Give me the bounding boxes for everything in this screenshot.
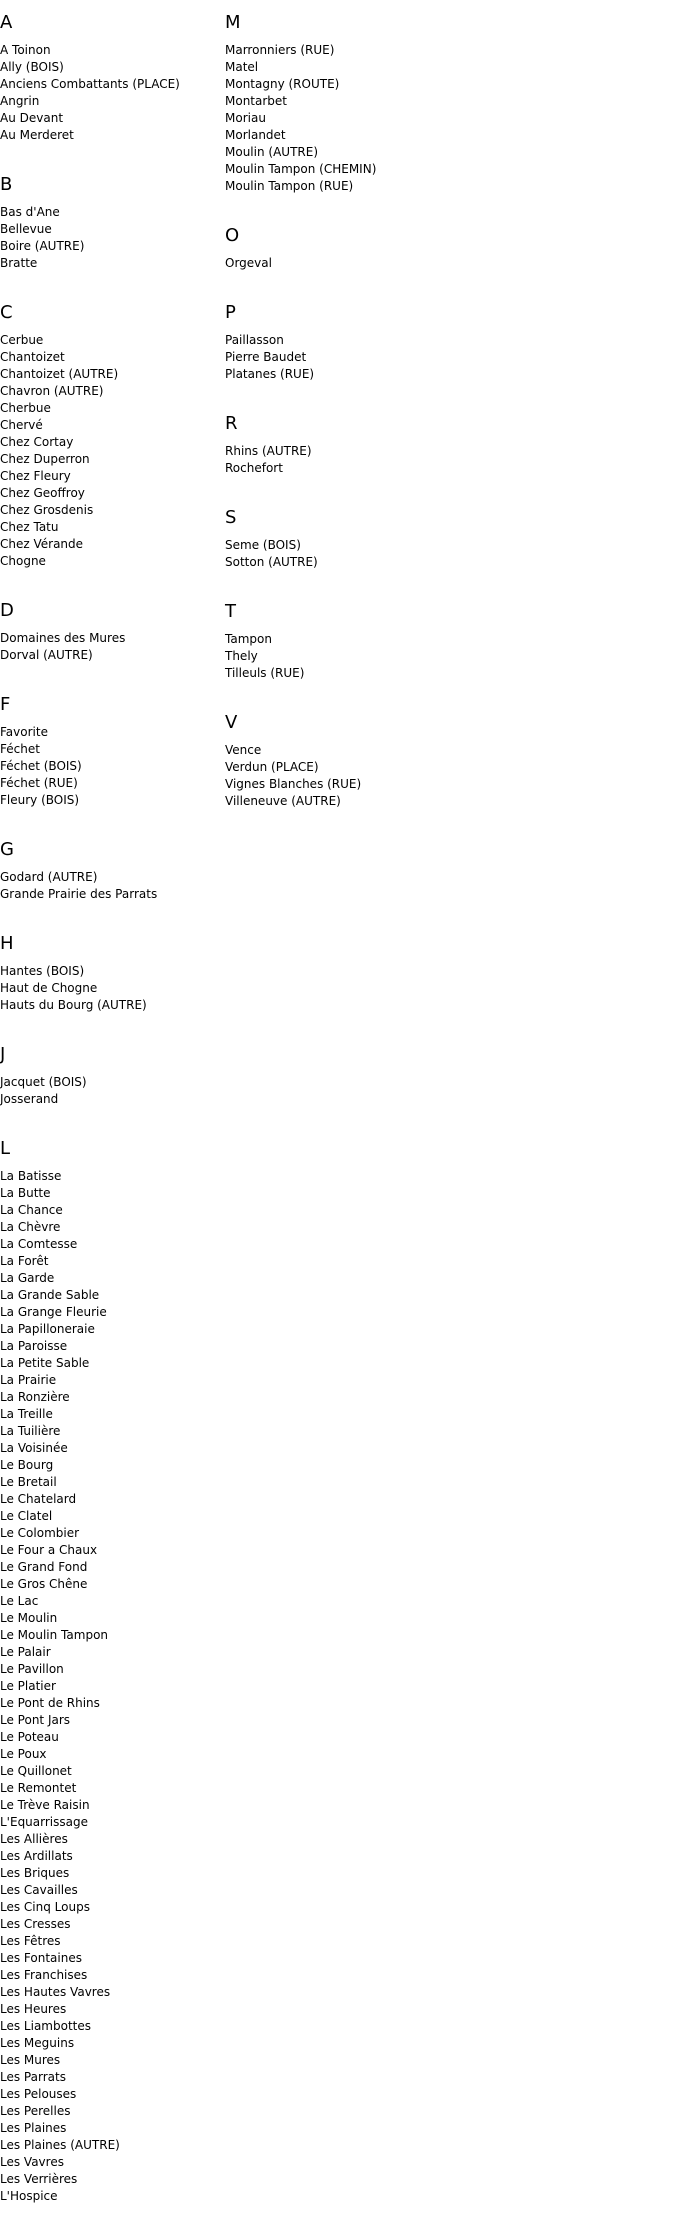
street-list [225,42,450,195]
street-link[interactable]: Favorite [0,725,48,739]
street-link[interactable]: Le Trève Raisin [0,1798,90,1812]
street-link[interactable]: Les Cinq Loups [0,1900,90,1914]
street-link[interactable]: Rochefort [225,461,283,475]
street-link[interactable]: Montarbet [225,94,287,108]
street-link[interactable]: Orgeval [225,256,272,270]
street-link[interactable]: Les Cavailles [0,1883,78,1897]
street-link[interactable]: Le Remontet [0,1781,77,1795]
street-link[interactable]: Marronniers (RUE) [225,43,335,57]
street-link[interactable]: Bas d'Ane [0,205,60,219]
letter-heading: B [0,174,13,195]
street-link[interactable]: Le Platier [0,1679,56,1693]
street-list [225,332,450,383]
street-link[interactable]: Le Lac [0,1594,39,1608]
letter-group [0,694,225,809]
street-link[interactable]: Le Palair [0,1645,51,1659]
street-link[interactable]: Chervé [0,418,43,432]
street-list [225,742,450,810]
street-link[interactable]: L'Hospice [0,2189,58,2203]
street-link[interactable]: Le Pont Jars [0,1713,71,1727]
street-link[interactable]: Boire (AUTRE) [0,239,85,253]
letter-group [0,174,225,272]
street-link[interactable]: Les Heures [0,2002,67,2016]
street-link[interactable]: Villeneuve (AUTRE) [225,794,341,808]
street-link[interactable]: La Garde [0,1271,55,1285]
street-link[interactable]: Fleury (BOIS) [0,793,80,807]
street-link[interactable]: Les Meguins [0,2036,75,2050]
letter-group [225,225,450,272]
street-link[interactable]: Moriau [225,111,266,125]
street-link[interactable]: Féchet (RUE) [0,776,78,790]
street-link[interactable]: La Forêt [0,1254,49,1268]
street-link[interactable]: Paillasson [225,333,284,347]
index-column-right [225,12,450,840]
street-link[interactable]: Tampon [225,632,272,646]
street-link[interactable]: Les Verrières [0,2172,78,2186]
letter-heading: D [0,600,14,621]
letter-heading: M [225,12,241,33]
street-link[interactable]: Moulin Tampon (CHEMIN) [225,162,377,176]
street-link[interactable]: Le Bretail [0,1475,57,1489]
street-link[interactable]: Chez Duperron [0,452,90,466]
letter-group [225,712,450,810]
street-link[interactable]: Les Pelouses [0,2087,77,2101]
letter-group [0,302,225,570]
street-list [225,443,450,477]
street-link[interactable]: Josserand [0,1092,59,1106]
letter-heading: H [0,933,14,954]
street-link[interactable]: Bellevue [0,222,52,236]
letter-heading: S [225,507,237,528]
street-link[interactable]: Le Grand Fond [0,1560,88,1574]
street-list [0,869,225,903]
street-link[interactable]: Chez Cortay [0,435,74,449]
street-link[interactable]: Chez Geoffroy [0,486,85,500]
street-link[interactable]: Moulin Tampon (RUE) [225,179,354,193]
street-link[interactable]: La Treille [0,1407,53,1421]
street-link[interactable]: Les Plaines (AUTRE) [0,2138,120,2152]
letter-group [225,413,450,477]
street-link[interactable]: Le Poux [0,1747,47,1761]
street-link[interactable]: Jacquet (BOIS) [0,1075,87,1089]
street-list [0,630,225,664]
street-link[interactable]: Les Allières [0,1832,68,1846]
letter-group [0,933,225,1014]
street-link[interactable]: Grande Prairie des Parrats [0,887,158,901]
street-link[interactable]: Chez Tatu [0,520,59,534]
letter-heading: R [225,413,238,434]
letter-group [0,839,225,903]
letter-heading: V [225,712,238,733]
street-link[interactable]: Féchet [0,742,40,756]
street-link[interactable]: Au Devant [0,111,64,125]
street-link[interactable]: Les Briques [0,1866,70,1880]
letter-group [0,1138,225,2205]
street-link[interactable]: La Butte [0,1186,51,1200]
street-link[interactable]: La Chance [0,1203,63,1217]
street-link[interactable]: La Comtesse [0,1237,78,1251]
street-link[interactable]: Pierre Baudet [225,350,307,364]
street-link[interactable]: Le Clatel [0,1509,53,1523]
street-link[interactable]: Chez Grosdenis [0,503,94,517]
street-link[interactable]: Vignes Blanches (RUE) [225,777,362,791]
street-link[interactable]: La Ronzière [0,1390,70,1404]
street-link[interactable]: Morlandet [225,128,286,142]
street-link[interactable]: Le Moulin Tampon [0,1628,109,1642]
street-link[interactable]: Les Vavres [0,2155,64,2169]
street-link[interactable]: Le Four a Chaux [0,1543,98,1557]
street-link[interactable]: Anciens Combattants (PLACE) [0,77,180,91]
street-list [0,1074,225,1108]
street-link[interactable]: Dorval (AUTRE) [0,648,93,662]
street-link[interactable]: Angrin [0,94,40,108]
street-link[interactable]: Au Merderet [0,128,74,142]
street-link[interactable]: Le Chatelard [0,1492,77,1506]
letter-group [225,302,450,383]
street-link[interactable]: Hantes (BOIS) [0,964,85,978]
street-link[interactable]: Domaines des Mures [0,631,126,645]
street-link[interactable]: Haut de Chogne [0,981,98,995]
street-link[interactable]: Seme (BOIS) [225,538,301,552]
street-link[interactable]: Les Plaines [0,2121,67,2135]
letter-group [0,1044,225,1108]
street-link[interactable]: Tilleuls (RUE) [225,666,305,680]
street-list [0,963,225,1014]
street-link[interactable]: La Voisinée [0,1441,68,1455]
street-link[interactable]: La Batisse [0,1169,62,1183]
street-link[interactable]: Les Fêtres [0,1934,61,1948]
street-link[interactable]: Le Bourg [0,1458,54,1472]
letter-group [225,507,450,571]
street-link[interactable]: Chez Fleury [0,469,71,483]
street-link[interactable]: La Tuilière [0,1424,61,1438]
street-link[interactable]: Les Hautes Vavres [0,1985,111,1999]
street-link[interactable]: Montagny (ROUTE) [225,77,340,91]
street-link[interactable]: A Toinon [0,43,51,57]
street-list [0,724,225,809]
street-link[interactable]: Les Parrats [0,2070,66,2084]
letter-group [225,601,450,682]
street-link[interactable]: Sotton (AUTRE) [225,555,318,569]
street-link[interactable]: Matel [225,60,259,74]
letter-heading: L [0,1138,11,1159]
letter-heading: O [225,225,240,246]
street-link[interactable]: Chantoizet (AUTRE) [0,367,119,381]
letter-group [0,600,225,664]
street-link[interactable]: Le Pont de Rhins [0,1696,100,1710]
street-link[interactable]: Féchet (BOIS) [0,759,82,773]
letter-heading: G [0,839,14,860]
street-link[interactable]: Le Gros Chêne [0,1577,88,1591]
street-link[interactable]: Le Quillonet [0,1764,72,1778]
letter-heading: T [225,601,236,622]
street-link[interactable]: Le Poteau [0,1730,59,1744]
street-list [0,1168,225,2205]
street-link[interactable]: Chantoizet [0,350,65,364]
street-link[interactable]: Le Moulin [0,1611,58,1625]
street-link[interactable]: Moulin (AUTRE) [225,145,318,159]
street-link[interactable]: Les Franchises [0,1968,88,1982]
street-link[interactable]: Le Colombier [0,1526,80,1540]
street-link[interactable]: La Chèvre [0,1220,61,1234]
street-link[interactable]: Les Fontaines [0,1951,82,1965]
index-column-left [0,12,225,2235]
letter-heading: F [0,694,11,715]
street-link[interactable]: Les Cresses [0,1917,71,1931]
street-link[interactable]: Vence [225,743,262,757]
street-link[interactable]: Cerbue [0,333,44,347]
street-link[interactable]: Cherbue [0,401,51,415]
street-link[interactable]: Les Mures [0,2053,61,2067]
street-link[interactable]: La Paroisse [0,1339,68,1353]
street-link[interactable]: Les Ardillats [0,1849,73,1863]
street-link[interactable]: Chez Vérande [0,537,84,551]
street-link[interactable]: Le Pavillon [0,1662,64,1676]
street-link[interactable]: Les Perelles [0,2104,71,2118]
street-link[interactable]: La Grande Sable [0,1288,100,1302]
street-link[interactable]: Platanes (RUE) [225,367,315,381]
street-list [225,631,450,682]
street-link[interactable]: Godard (AUTRE) [0,870,98,884]
street-link[interactable]: La Papilloneraie [0,1322,95,1336]
street-list [225,255,450,272]
street-link[interactable]: Verdun (PLACE) [225,760,319,774]
street-link[interactable]: La Grange Fleurie [0,1305,107,1319]
street-link[interactable]: Chogne [0,554,46,568]
letter-heading: J [0,1044,6,1065]
letter-group [225,12,450,195]
street-link[interactable]: L'Equarrissage [0,1815,88,1829]
street-list [0,42,225,144]
street-link[interactable]: Chavron (AUTRE) [0,384,104,398]
street-link[interactable]: Bratte [0,256,38,270]
street-link[interactable]: Ally (BOIS) [0,60,64,74]
letter-heading: P [225,302,236,323]
street-link[interactable]: Les Liambottes [0,2019,91,2033]
street-list [0,332,225,570]
letter-group [0,12,225,144]
letter-heading: C [0,302,13,323]
street-link[interactable]: La Petite Sable [0,1356,90,1370]
street-link[interactable]: La Prairie [0,1373,57,1387]
letter-heading: A [0,12,13,33]
street-link[interactable]: Thely [225,649,258,663]
street-list [0,204,225,272]
street-link[interactable]: Hauts du Bourg (AUTRE) [0,998,147,1012]
street-link[interactable]: Rhins (AUTRE) [225,444,312,458]
street-list [225,537,450,571]
